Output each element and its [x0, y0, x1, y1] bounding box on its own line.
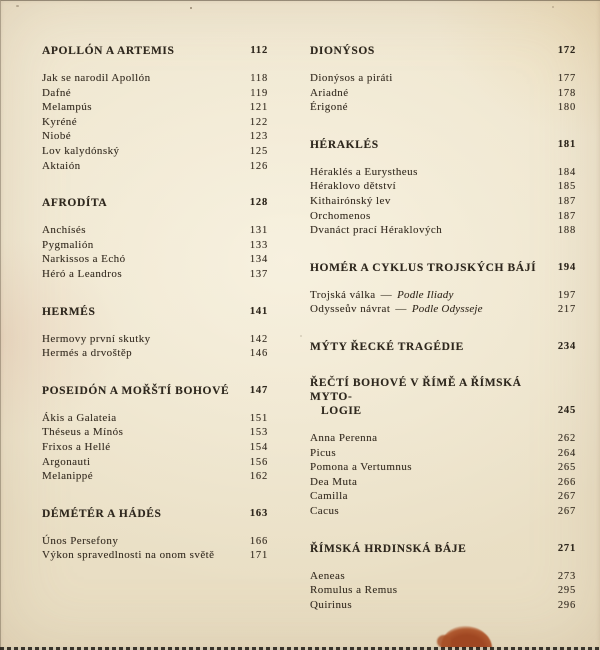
section-title-line: APOLLÓN A ARTEMIS — [42, 45, 175, 57]
toc-section — [42, 384, 268, 485]
entry-subtitle: Podle Odysseje — [411, 303, 483, 316]
toc-entry — [310, 195, 576, 210]
section-page-number: 245 — [557, 404, 576, 416]
entry-label: Aktaión — [42, 159, 81, 172]
toc-entry — [310, 166, 576, 181]
section-header — [310, 261, 576, 275]
toc-entry — [310, 490, 576, 505]
toc-entry — [42, 456, 268, 471]
section-page-number: 234 — [557, 340, 576, 352]
entry-label: Romulus a Remus — [310, 584, 398, 597]
entry-label: Hermés a drvoštěp — [42, 347, 133, 360]
entry-page-number: 146 — [249, 348, 268, 360]
entry-page-number: 142 — [249, 333, 268, 345]
entry-label: Výkon spravedlnosti na onom světě — [42, 549, 215, 562]
toc-section — [42, 507, 268, 564]
entry-page-number: 171 — [249, 550, 268, 562]
toc-entry — [42, 412, 268, 427]
section-page-number: 163 — [249, 507, 268, 519]
toc-entry — [310, 303, 576, 318]
entry-label: Théseus a Mínós — [42, 426, 124, 439]
entry-page-number: 273 — [557, 570, 576, 582]
entry-label: Anchísés — [42, 224, 86, 237]
entry-label: Melanippé — [42, 470, 94, 483]
entry-label: Odysseův návrat — [310, 303, 391, 316]
entry-label: Dea Muta — [310, 475, 358, 488]
section-entries — [310, 72, 576, 116]
entry-page-number: 118 — [250, 73, 268, 84]
entry-page-number: 267 — [557, 505, 576, 517]
toc-entry — [42, 535, 268, 550]
section-title-line: AFRODÍTA — [42, 197, 108, 210]
entry-page-number: 266 — [557, 476, 576, 488]
entry-page-number: 180 — [557, 102, 576, 114]
entry-page-number: 133 — [249, 239, 268, 251]
section-title-line: ŘÍMSKÁ HRDINSKÁ BÁJE — [310, 542, 467, 555]
entry-page-number: 187 — [557, 195, 576, 207]
entry-page-number: 131 — [249, 225, 268, 237]
entry-label: Ákis a Galateia — [42, 411, 117, 424]
entry-label: Aeneas — [310, 569, 346, 582]
paper-speck — [16, 5, 19, 7]
section-page-number: 172 — [557, 45, 576, 56]
entry-page-number: 265 — [557, 462, 576, 474]
entry-page-number: 134 — [249, 254, 268, 266]
entry-label: Cacus — [310, 504, 340, 517]
section-page-number: 194 — [557, 261, 576, 273]
entry-label: Érigoné — [310, 101, 348, 114]
entry-label: Picus — [310, 446, 337, 459]
section-header — [310, 376, 576, 418]
section-entries — [42, 72, 268, 174]
entry-label: Frixos a Hellé — [42, 440, 111, 453]
toc-entry — [310, 599, 576, 614]
entry-label: Dionýsos a piráti — [310, 72, 393, 84]
toc-entry — [42, 224, 268, 239]
section-header — [310, 138, 576, 152]
entry-page-number: 126 — [249, 160, 268, 172]
entry-page-number: 197 — [557, 289, 576, 301]
section-title — [310, 340, 550, 354]
section-entries — [310, 166, 576, 239]
section-title-line: DÉMÉTÉR A HÁDÉS — [42, 507, 162, 520]
section-title — [42, 507, 242, 521]
entry-label: Anna Perenna — [310, 431, 378, 444]
entry-label: Héraklés a Eurystheus — [310, 165, 418, 178]
entry-label: Orchomenos — [310, 209, 371, 222]
toc-entry — [310, 432, 576, 447]
toc-entry — [42, 130, 268, 145]
toc-entry — [42, 116, 268, 131]
toc-section — [310, 261, 576, 318]
entry-label: Camilla — [310, 490, 348, 503]
section-title-line: DIONÝSOS — [310, 45, 375, 57]
toc-entry — [310, 224, 576, 239]
entry-label: Únos Persefony — [42, 534, 119, 547]
entry-label: Héró a Leandros — [42, 267, 123, 280]
section-title — [310, 542, 550, 556]
section-entries — [42, 535, 268, 564]
toc-entry — [310, 210, 576, 225]
entry-label: Pomona a Vertumnus — [310, 461, 413, 474]
toc-entry — [42, 101, 268, 116]
entry-label: Dvanáct prací Héraklových — [310, 224, 443, 237]
toc-entry — [310, 180, 576, 195]
paper-speck — [300, 335, 302, 337]
toc-entry — [42, 470, 268, 485]
toc-entry — [42, 426, 268, 441]
entry-page-number: 187 — [557, 210, 576, 222]
toc-entry — [42, 549, 268, 564]
entry-page-number: 153 — [249, 427, 268, 439]
toc-entry — [42, 253, 268, 268]
entry-page-number: 156 — [249, 456, 268, 468]
toc-section — [310, 138, 576, 239]
section-page-number: 141 — [249, 305, 268, 317]
paper-speck — [190, 7, 192, 9]
section-entries — [310, 289, 576, 318]
toc-section — [310, 542, 576, 614]
entry-page-number: 296 — [557, 599, 576, 611]
section-title — [42, 196, 242, 210]
entry-page-number: 151 — [249, 412, 268, 424]
entry-label: Ariadné — [310, 86, 349, 99]
ink-stain-mark — [441, 626, 492, 648]
section-header — [42, 44, 268, 58]
section-title — [310, 261, 550, 275]
entry-page-number: 185 — [557, 181, 576, 193]
entry-page-number: 267 — [557, 491, 576, 503]
section-title — [42, 384, 242, 398]
section-header — [42, 384, 268, 398]
section-entries — [310, 432, 576, 520]
section-title-line: LOGIE — [321, 404, 362, 417]
entry-label: Héraklovo dětství — [310, 180, 397, 193]
section-title — [42, 305, 242, 319]
entry-dash: — — [395, 303, 407, 316]
entry-label: Melampús — [42, 101, 93, 114]
entry-label: Hermovy první skutky — [42, 332, 151, 345]
toc-entry — [310, 289, 576, 304]
section-entries — [310, 570, 576, 614]
toc-section — [310, 340, 576, 354]
section-header — [310, 542, 576, 556]
entry-page-number: 125 — [249, 145, 268, 157]
entry-label: Trojská válka — [310, 288, 376, 301]
toc-column-right — [310, 44, 576, 613]
section-page-number: 112 — [250, 45, 268, 56]
entry-label: Lov kalydónský — [42, 144, 120, 157]
section-title — [42, 44, 242, 58]
toc-section — [42, 196, 268, 282]
entry-page-number: 137 — [249, 268, 268, 280]
entry-label: Kyréné — [42, 115, 78, 128]
toc-section — [42, 44, 268, 174]
toc-entry — [310, 101, 576, 116]
entry-page-number: 184 — [557, 166, 576, 178]
entry-subtitle: Podle Iliady — [397, 288, 454, 301]
section-header — [42, 305, 268, 319]
entry-page-number: 264 — [557, 447, 576, 459]
section-page-number: 271 — [557, 542, 576, 554]
entry-dash: — — [380, 288, 393, 301]
section-header — [42, 196, 268, 210]
section-title-line: HÉRAKLÉS — [310, 138, 379, 151]
entry-page-number: 121 — [249, 102, 268, 114]
toc-section — [310, 44, 576, 116]
section-title-line: HOMÉR A CYKLUS TROJSKÝCH BÁJÍ — [310, 261, 537, 274]
paper-speck — [552, 6, 554, 8]
toc-entry — [42, 347, 268, 362]
section-entries — [42, 412, 268, 485]
entry-label: Dafné — [42, 86, 72, 99]
section-page-number: 147 — [249, 384, 268, 396]
entry-label: Jak se narodil Apollón — [42, 72, 151, 84]
section-title-line: ŘEČTÍ BOHOVÉ V ŘÍMĚ A ŘÍMSKÁ MYTO- — [310, 376, 522, 403]
section-title-line: MÝTY ŘECKÉ TRAGÉDIE — [310, 340, 464, 353]
toc-section — [310, 376, 576, 520]
toc-section — [42, 305, 268, 362]
toc-entry — [310, 72, 576, 87]
toc-entry — [42, 333, 268, 348]
entry-page-number: 119 — [250, 87, 268, 99]
entry-page-number: 154 — [249, 441, 268, 453]
toc-entry — [310, 461, 576, 476]
entry-page-number: 178 — [557, 87, 576, 99]
section-title — [310, 138, 550, 152]
section-entries — [42, 224, 268, 282]
entry-label: Kithairónský lev — [310, 194, 391, 207]
toc-entry — [310, 447, 576, 462]
toc-entry — [42, 145, 268, 160]
section-page-number: 128 — [249, 197, 268, 209]
toc-entry — [42, 160, 268, 175]
toc-entry — [310, 584, 576, 599]
entry-page-number: 123 — [249, 131, 268, 143]
toc-entry — [42, 72, 268, 87]
section-header — [310, 44, 576, 58]
entry-page-number: 262 — [557, 432, 576, 444]
entry-page-number: 162 — [249, 471, 268, 483]
entry-label: Quirinus — [310, 598, 353, 611]
entry-label: Niobé — [42, 130, 72, 143]
section-page-number: 181 — [557, 138, 576, 150]
toc-entry — [310, 87, 576, 102]
entry-label: Narkissos a Echó — [42, 253, 126, 266]
entry-page-number: 177 — [557, 73, 576, 84]
toc-entry — [42, 87, 268, 102]
entry-page-number: 188 — [557, 225, 576, 237]
section-header — [310, 340, 576, 354]
toc-entry — [310, 476, 576, 491]
section-title — [310, 44, 550, 58]
toc-entry — [42, 239, 268, 254]
toc-entry — [42, 441, 268, 456]
entry-page-number: 122 — [249, 116, 268, 128]
entry-label: Pygmalión — [42, 238, 94, 251]
entry-page-number: 295 — [557, 585, 576, 597]
section-header — [42, 507, 268, 521]
entry-label: Argonauti — [42, 455, 91, 468]
section-title — [310, 376, 550, 418]
section-entries — [42, 333, 268, 362]
toc-entry — [310, 570, 576, 585]
entry-page-number: 217 — [557, 304, 576, 316]
section-title-line: POSEIDÓN A MOŘŠTÍ BOHOVÉ — [42, 384, 230, 397]
entry-page-number: 166 — [249, 535, 268, 547]
toc-entry — [310, 505, 576, 520]
toc-column-left — [42, 44, 268, 564]
toc-entry — [42, 268, 268, 283]
section-title-line: HERMÉS — [42, 305, 96, 318]
